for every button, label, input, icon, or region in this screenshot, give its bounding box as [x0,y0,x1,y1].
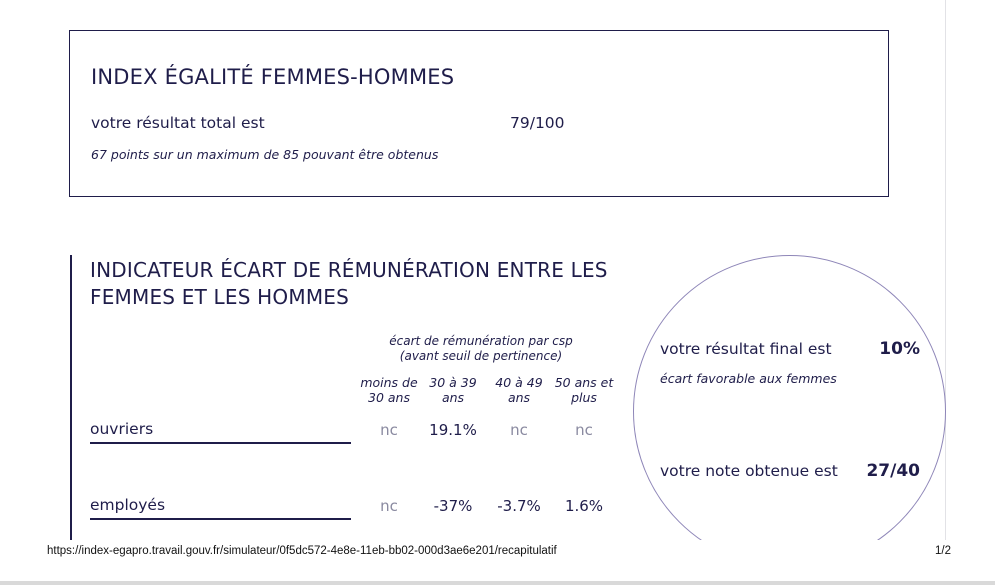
footer-page-number: 1/2 [935,545,951,557]
column-header-line: 30 à 39 [429,375,477,390]
table-caption-line1: écart de rémunération par csp [389,334,573,348]
row-label-ouvriers: ouvriers [90,420,351,444]
column-header-30-39 [419,375,487,405]
page-edge [945,0,946,540]
table-caption-line2: (avant seuil de pertinence) [399,349,563,363]
column-header-line: 40 à 49 [495,375,543,390]
indicator-title [90,257,650,311]
column-header-line: 30 ans [368,390,410,405]
indicator-title-line1: INDICATEUR ÉCART DE RÉMUNÉRATION ENTRE LES [90,258,608,282]
column-header-line: ans [441,390,465,405]
row-label-employes: employés [90,496,351,520]
index-title: INDEX ÉGALITÉ FEMMES-HOMMES [91,65,455,89]
cell-employes-30-39: -37% [433,497,473,515]
cell-ouvriers-under-30: nc [380,421,398,439]
column-header-under-30 [355,375,423,405]
column-header-line: 50 ans et [554,375,614,390]
column-header-40-49 [485,375,553,405]
result-circle [633,255,946,568]
footer-url: https://index-egapro.travail.gouv.fr/simulateur/0f5dc572-4e8e-11eb-bb02-000d3ae6e201/recapitulatif [47,545,557,557]
cell-ouvriers-40-49: nc [510,421,528,439]
cell-employes-40-49: -3.7% [497,497,541,515]
cell-ouvriers-30-39: 19.1% [429,421,477,439]
cell-employes-50-plus: 1.6% [564,497,604,515]
index-summary-box [69,30,889,197]
cell-ouvriers-50-plus: nc [575,421,593,439]
total-result-label: votre résultat total est [91,114,265,132]
points-note: 67 points sur un maximum de 85 pouvant être obtenus [91,147,439,162]
score-value: 27/40 [866,461,920,481]
bottom-rule [0,581,995,585]
score-label: votre note obtenue est [660,462,838,480]
final-result-value: 10% [879,339,920,359]
column-header-line: moins de [360,375,418,390]
indicator-accent-bar [70,255,72,540]
final-result-note: écart favorable aux femmes [660,371,837,386]
indicator-title-line2: FEMMES ET LES HOMMES [90,285,350,309]
final-result-label: votre résultat final est [660,340,832,358]
cell-employes-under-30: nc [380,497,398,515]
total-result-value: 79/100 [510,114,565,132]
column-header-50-plus [550,375,618,405]
table-caption [356,334,606,364]
column-header-line: plus [571,390,597,405]
column-header-line: ans [507,390,531,405]
